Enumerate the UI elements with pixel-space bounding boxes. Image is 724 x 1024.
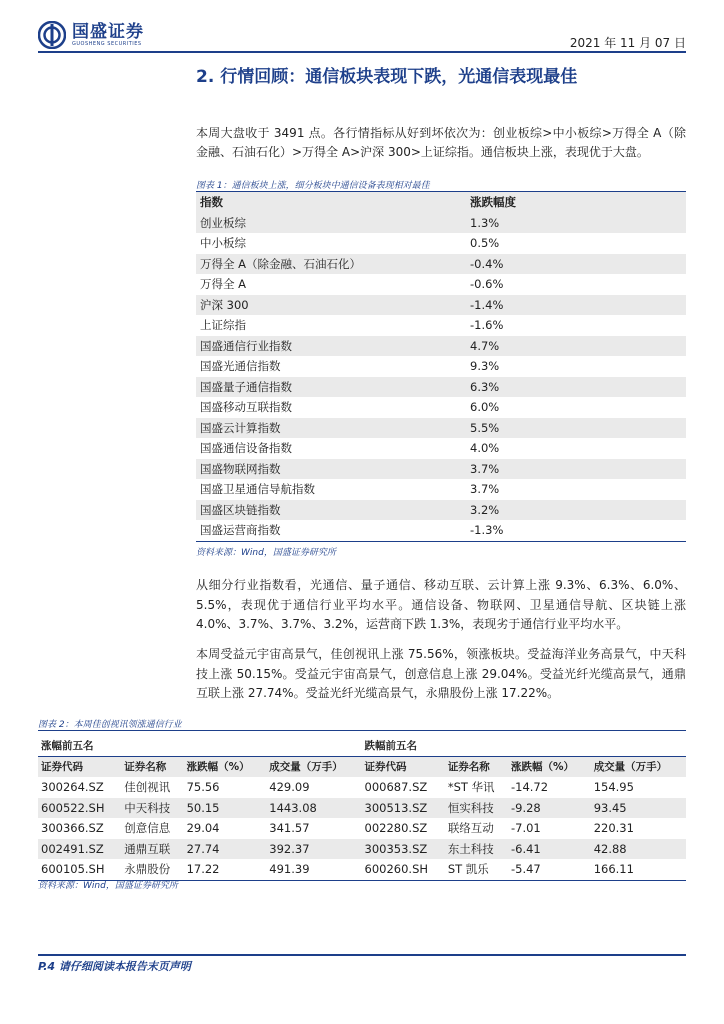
gainer-name-cell: 佳创视讯 — [124, 780, 171, 795]
gainer-code-cell: 002491.SZ — [38, 839, 121, 860]
loser-volume-cell: 166.11 — [591, 859, 686, 880]
figure2-caption-rule — [38, 730, 686, 731]
index-name-cell: 万得全 A — [196, 274, 466, 295]
col-header-code: 证券代码 — [38, 756, 121, 777]
logo-english-name: GUOSHENG SECURITIES — [72, 40, 142, 47]
index-change-cell: 6.0% — [466, 397, 686, 418]
index-change-cell: -1.3% — [466, 520, 686, 541]
loser-volume-cell: 42.88 — [591, 839, 686, 860]
index-performance-table — [196, 192, 686, 542]
gainer-volume-cell: 429.09 — [269, 780, 310, 795]
col-header-code: 证券代码 — [362, 756, 445, 777]
figure1-caption: 图表 1：通信板块上涨，细分板块中通信设备表现相对最佳 — [196, 181, 430, 191]
loser-change-cell: -9.28 — [508, 798, 591, 819]
table-row — [38, 839, 686, 860]
report-date: 2021 年 11 月 07 日 — [569, 36, 686, 50]
loser-name-cell: 恒实科技 — [445, 798, 508, 819]
index-change-cell: 4.7% — [466, 336, 686, 357]
table-row — [196, 479, 686, 500]
gainers-group-label: 涨幅前五名 — [38, 735, 362, 756]
loser-volume-cell: 154.95 — [593, 780, 634, 795]
company-logo — [38, 20, 144, 50]
index-name-cell: 国盛量子通信指数 — [196, 377, 466, 398]
gainer-change-cell: 75.56 — [186, 780, 220, 795]
losers-group-label: 跌幅前五名 — [362, 735, 686, 756]
figure2-caption: 图表 2：本周佳创视讯领涨通信行业 — [38, 720, 182, 730]
table-row — [196, 520, 686, 541]
loser-change-cell: -7.01 — [510, 821, 541, 836]
gainer-name-cell: 中天科技 — [121, 798, 183, 819]
loser-volume-cell: 220.31 — [593, 821, 634, 836]
header-change: 涨跌幅度 — [466, 192, 686, 213]
loser-name-cell: 东土科技 — [445, 839, 508, 860]
figure2-source: 资料来源：Wind，国盛证券研究所 — [38, 881, 178, 891]
gainer-name-cell: 创意信息 — [124, 821, 171, 836]
table-row — [196, 459, 686, 480]
loser-name-cell: ST 凯乐 — [445, 859, 508, 880]
page-footer: P.4 请仔细阅读本报告末页声明 — [38, 960, 191, 973]
index-change-cell: -0.6% — [466, 274, 686, 295]
loser-change-cell: -6.41 — [508, 839, 591, 860]
index-change-cell: 1.3% — [466, 213, 686, 234]
table-row — [38, 859, 686, 880]
table-row — [196, 356, 686, 377]
loser-code-cell: 002280.SZ — [364, 821, 428, 836]
logo-chinese-name: 国盛证券 — [72, 21, 144, 42]
group-header-row — [38, 735, 686, 756]
table-row — [196, 438, 686, 459]
gainer-code-cell: 600105.SH — [38, 859, 121, 880]
index-change-cell: 5.5% — [466, 418, 686, 439]
figure1-source: 资料来源：Wind，国盛证券研究所 — [196, 548, 336, 558]
table-row — [196, 274, 686, 295]
index-name-cell: 国盛通信行业指数 — [196, 336, 466, 357]
table-row — [38, 798, 686, 819]
table-row — [38, 818, 686, 839]
gainer-change-cell: 50.15 — [184, 798, 267, 819]
loser-code-cell: 000687.SZ — [364, 780, 428, 795]
index-name-cell: 沪深 300 — [196, 295, 466, 316]
loser-change-cell: -14.72 — [510, 780, 549, 795]
index-name-cell: 国盛云计算指数 — [196, 418, 466, 439]
index-name-cell: 中小板综 — [196, 233, 466, 254]
gainer-change-cell: 29.04 — [186, 821, 220, 836]
index-change-cell: 4.0% — [466, 438, 686, 459]
table-row — [196, 233, 686, 254]
index-name-cell: 上证综指 — [196, 315, 466, 336]
loser-change-cell: -5.47 — [508, 859, 591, 880]
col-header-volume: 成交量（万手） — [266, 756, 361, 777]
gainer-name-cell: 通鼎互联 — [121, 839, 183, 860]
header-divider — [38, 51, 686, 53]
loser-volume-cell: 93.45 — [591, 798, 686, 819]
index-change-cell: 3.7% — [466, 479, 686, 500]
table-row — [196, 254, 686, 275]
index-change-cell: 3.2% — [466, 500, 686, 521]
paragraph-stock-highlights: 本周受益元宇宙高景气，佳创视讯上涨 75.56%，领涨板块。受益海洋业务高景气，中天科技上涨 50.15%。受益元宇宙高景气，创意信息上涨 29.04%。受益光纤光缆高景气，通鼎互联上涨 27.74%。受益光纤光缆高景气，永鼎股份上涨 17.22%。 — [196, 647, 686, 700]
table-row — [196, 397, 686, 418]
gainer-change-cell: 27.74 — [184, 839, 267, 860]
table-header-row — [196, 192, 686, 213]
gainer-volume-cell: 491.39 — [266, 859, 361, 880]
index-name-cell: 国盛通信设备指数 — [196, 438, 466, 459]
loser-code-cell: 300353.SZ — [362, 839, 445, 860]
gainer-volume-cell: 392.37 — [266, 839, 361, 860]
index-name-cell: 创业板综 — [196, 213, 466, 234]
loser-name-cell: 联络互动 — [447, 821, 494, 836]
col-header-change: 涨跌幅（%） — [508, 756, 591, 777]
index-name-cell: 国盛光通信指数 — [196, 356, 466, 377]
index-change-cell: -1.4% — [466, 295, 686, 316]
header-index: 指数 — [196, 192, 466, 213]
col-header-volume: 成交量（万手） — [591, 756, 686, 777]
index-change-cell: 0.5% — [466, 233, 686, 254]
col-header-name: 证券名称 — [121, 756, 183, 777]
column-header-row — [38, 756, 686, 777]
logo-emblem-icon — [38, 21, 66, 49]
paragraph-subsector-analysis: 从细分行业指数看，光通信、量子通信、移动互联、云计算上涨 9.3%、6.3%、6.0%、5.5%，表现优于通信行业平均水平。通信设备、物联网、卫星通信导航、区块链上涨 4.0%、3.7%、3.7%、3.2%，运营商下跌 1.3%，表现劣于通信行业平均水平。 — [196, 578, 686, 631]
table-row — [196, 377, 686, 398]
table-row — [196, 315, 686, 336]
gainer-code-cell: 300264.SZ — [41, 780, 104, 795]
index-change-cell: 9.3% — [466, 356, 686, 377]
loser-code-cell: 300513.SZ — [362, 798, 445, 819]
section-title: 2. 行情回顾：通信板块表现下跌，光通信表现最佳 — [196, 67, 578, 87]
index-name-cell: 国盛卫星通信导航指数 — [196, 479, 466, 500]
index-change-cell: -0.4% — [466, 254, 686, 275]
table-row — [196, 295, 686, 316]
gainer-volume-cell: 1443.08 — [266, 798, 361, 819]
index-change-cell: -1.6% — [466, 315, 686, 336]
index-change-cell: 3.7% — [466, 459, 686, 480]
loser-name-cell: *ST 华讯 — [447, 780, 495, 795]
index-name-cell: 国盛区块链指数 — [196, 500, 466, 521]
gainer-volume-cell: 341.57 — [269, 821, 310, 836]
loser-code-cell: 600260.SH — [362, 859, 445, 880]
table-row — [196, 336, 686, 357]
index-change-cell: 6.3% — [466, 377, 686, 398]
table-row — [196, 213, 686, 234]
gainer-name-cell: 永鼎股份 — [121, 859, 183, 880]
gainer-change-cell: 17.22 — [184, 859, 267, 880]
col-header-name: 证券名称 — [445, 756, 508, 777]
gainer-code-cell: 300366.SZ — [41, 821, 104, 836]
page-header — [38, 20, 686, 50]
top-movers-table — [38, 735, 686, 881]
table-row — [38, 777, 686, 798]
index-name-cell: 国盛物联网指数 — [196, 459, 466, 480]
table-row — [196, 418, 686, 439]
index-name-cell: 国盛运营商指数 — [196, 520, 466, 541]
table-row — [196, 500, 686, 521]
gainer-code-cell: 600522.SH — [38, 798, 121, 819]
index-name-cell: 国盛移动互联指数 — [196, 397, 466, 418]
footer-divider — [38, 954, 686, 956]
index-name-cell: 万得全 A（除金融、石油石化） — [196, 254, 466, 275]
paragraph-market-summary: 本周大盘收于 3491 点。各行情指标从好到坏依次为：创业板综>中小板综>万得全 A（除金融、石油石化）>万得全 A>沪深 300>上证综指。通信板块上涨，表现优于大盘。 — [196, 126, 686, 159]
col-header-change: 涨跌幅（%） — [184, 756, 267, 777]
